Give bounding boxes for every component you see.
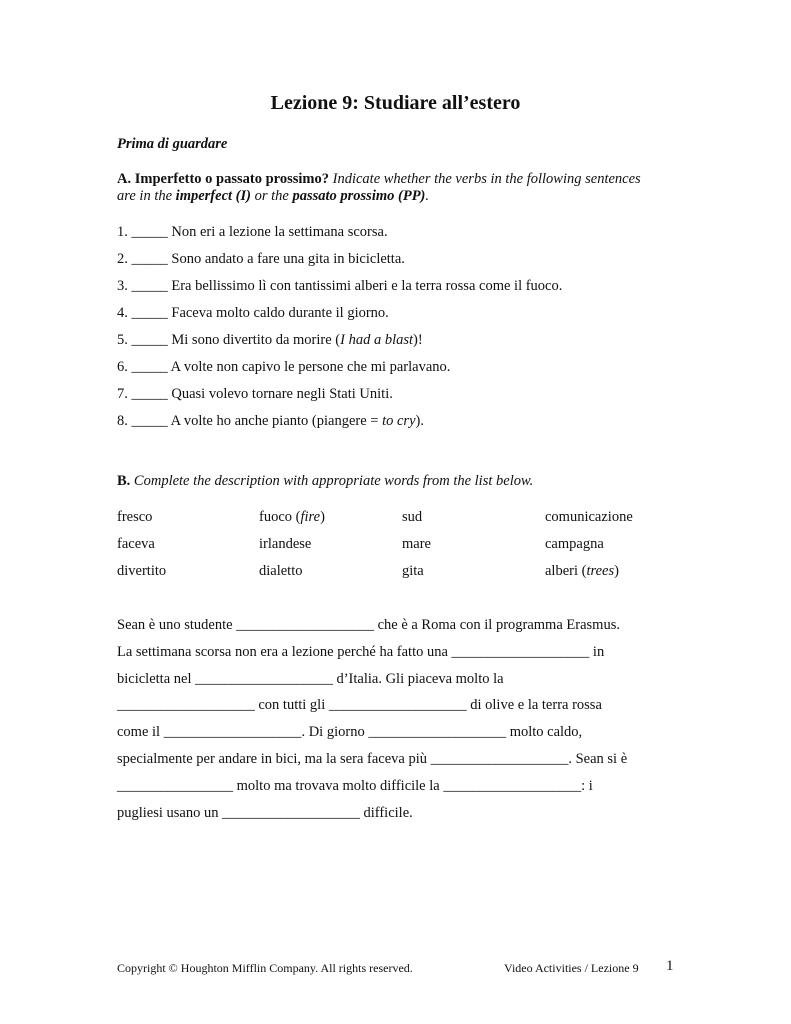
word-bank-row [117,536,717,563]
list-item [117,278,562,305]
list-item [117,305,562,332]
word-text: divertito [117,563,167,579]
word-text: sud [402,509,423,525]
word-text: comunicazione [545,509,633,525]
list-item-text: 4. _____ Faceva molto caldo durante il giorno. [117,305,389,321]
word-bank-word [545,563,619,580]
section-a-term-pp: passato prossimo (PP) [292,188,426,204]
subheading: Prima di guardare [117,136,228,152]
word-text: alberi ( [545,563,587,579]
word-text: gita [402,563,424,579]
word-text: campagna [545,536,604,552]
paragraph-line: come il ___________________. Di giorno ___________________ molto caldo, [117,724,583,741]
paragraph-line: specialmente per andare in bici, ma la sera faceva più ___________________. Sean si è [117,750,628,767]
word-bank-word [402,509,422,526]
word-text: fuoco ( [259,509,301,525]
section-a-list [117,224,562,440]
list-item [117,413,562,440]
list-item [117,224,562,251]
list-item-text: 5. _____ Mi sono divertito da morire ( [117,332,341,348]
list-item-italic: to cry [382,413,416,429]
paragraph-line: ________________ molto ma trovava molto difficile la ___________________: i [117,777,593,794]
fill-in-paragraph [117,617,687,831]
section-a-instr-2: or the [250,188,293,204]
word-bank-word [545,536,604,553]
word-bank-word [117,563,166,580]
section-b-instr: Complete the description with appropriate words from the list below. [130,473,534,489]
word-bank-word [117,509,152,526]
word-text: irlandese [259,536,312,552]
list-item-text: 8. _____ A volte ho anche pianto (piangere = [117,413,383,429]
word-bank-word [259,509,325,526]
list-item-text: 1. _____ Non eri a lezione la settimana scorsa. [117,224,388,240]
word-bank-word [259,536,311,553]
word-gloss: trees [586,563,615,579]
word-suffix: ) [614,563,619,579]
word-text: mare [402,536,431,552]
word-gloss: fire [300,509,321,525]
word-text: fresco [117,509,153,525]
word-bank-word [117,536,155,553]
section-b-label: B. [117,473,131,489]
word-bank [117,509,717,590]
page-number: 1 [666,958,674,974]
paragraph-line: bicicletta nel ___________________ d’Italia. Gli piaceva molto la [117,670,504,687]
copyright-text: Copyright © Houghton Mifflin Company. All rights reserved. [117,961,413,975]
page-title: Lezione 9: Studiare all’estero [270,92,521,114]
list-item-italic: I had a blast [340,332,414,348]
list-item-suffix: )! [413,332,423,348]
section-a-term-imperfect: imperfect (I) [175,188,251,204]
list-item-text: 7. _____ Quasi volevo tornare negli Stati Uniti. [117,386,393,402]
list-item [117,359,562,386]
list-item [117,251,562,278]
paragraph-line: ___________________ con tutti gli ___________________ di olive e la terra rossa [117,697,602,714]
word-bank-word [402,563,424,580]
word-bank-word [402,536,431,553]
section-a-instr-1: Indicate whether the verbs in the following sentences are in the [117,171,641,204]
word-bank-row [117,509,717,536]
list-item [117,332,562,359]
word-bank-word [545,509,633,526]
list-item-text: 6. _____ A volte non capivo le persone che mi parlavano. [117,359,451,375]
footer-lesson-label: Video Activities / Lezione 9 [504,961,639,975]
paragraph-line: La settimana scorsa non era a lezione perché ha fatto una ___________________ in [117,643,605,660]
list-item-text: 2. _____ Sono andato a fare una gita in bicicletta. [117,251,405,267]
list-item-text: 3. _____ Era bellissimo lì con tantissimi alberi e la terra rossa come il fuoco. [117,278,563,294]
paragraph-line: pugliesi usano un ___________________ difficile. [117,804,413,821]
word-text: faceva [117,536,155,552]
section-b-instructions [117,473,533,490]
word-bank-word [259,563,303,580]
paragraph-line: Sean è uno studente ___________________ che è a Roma con il programma Erasmus. [117,617,620,633]
section-a-instructions [117,171,657,205]
word-bank-row [117,563,717,590]
section-a-label: A. Imperfetto o passato prossimo? [117,171,329,187]
list-item-suffix: ). [415,413,424,429]
word-suffix: ) [320,509,325,525]
word-text: dialetto [259,563,303,579]
section-a-instr-3: . [425,188,429,204]
list-item [117,386,562,413]
